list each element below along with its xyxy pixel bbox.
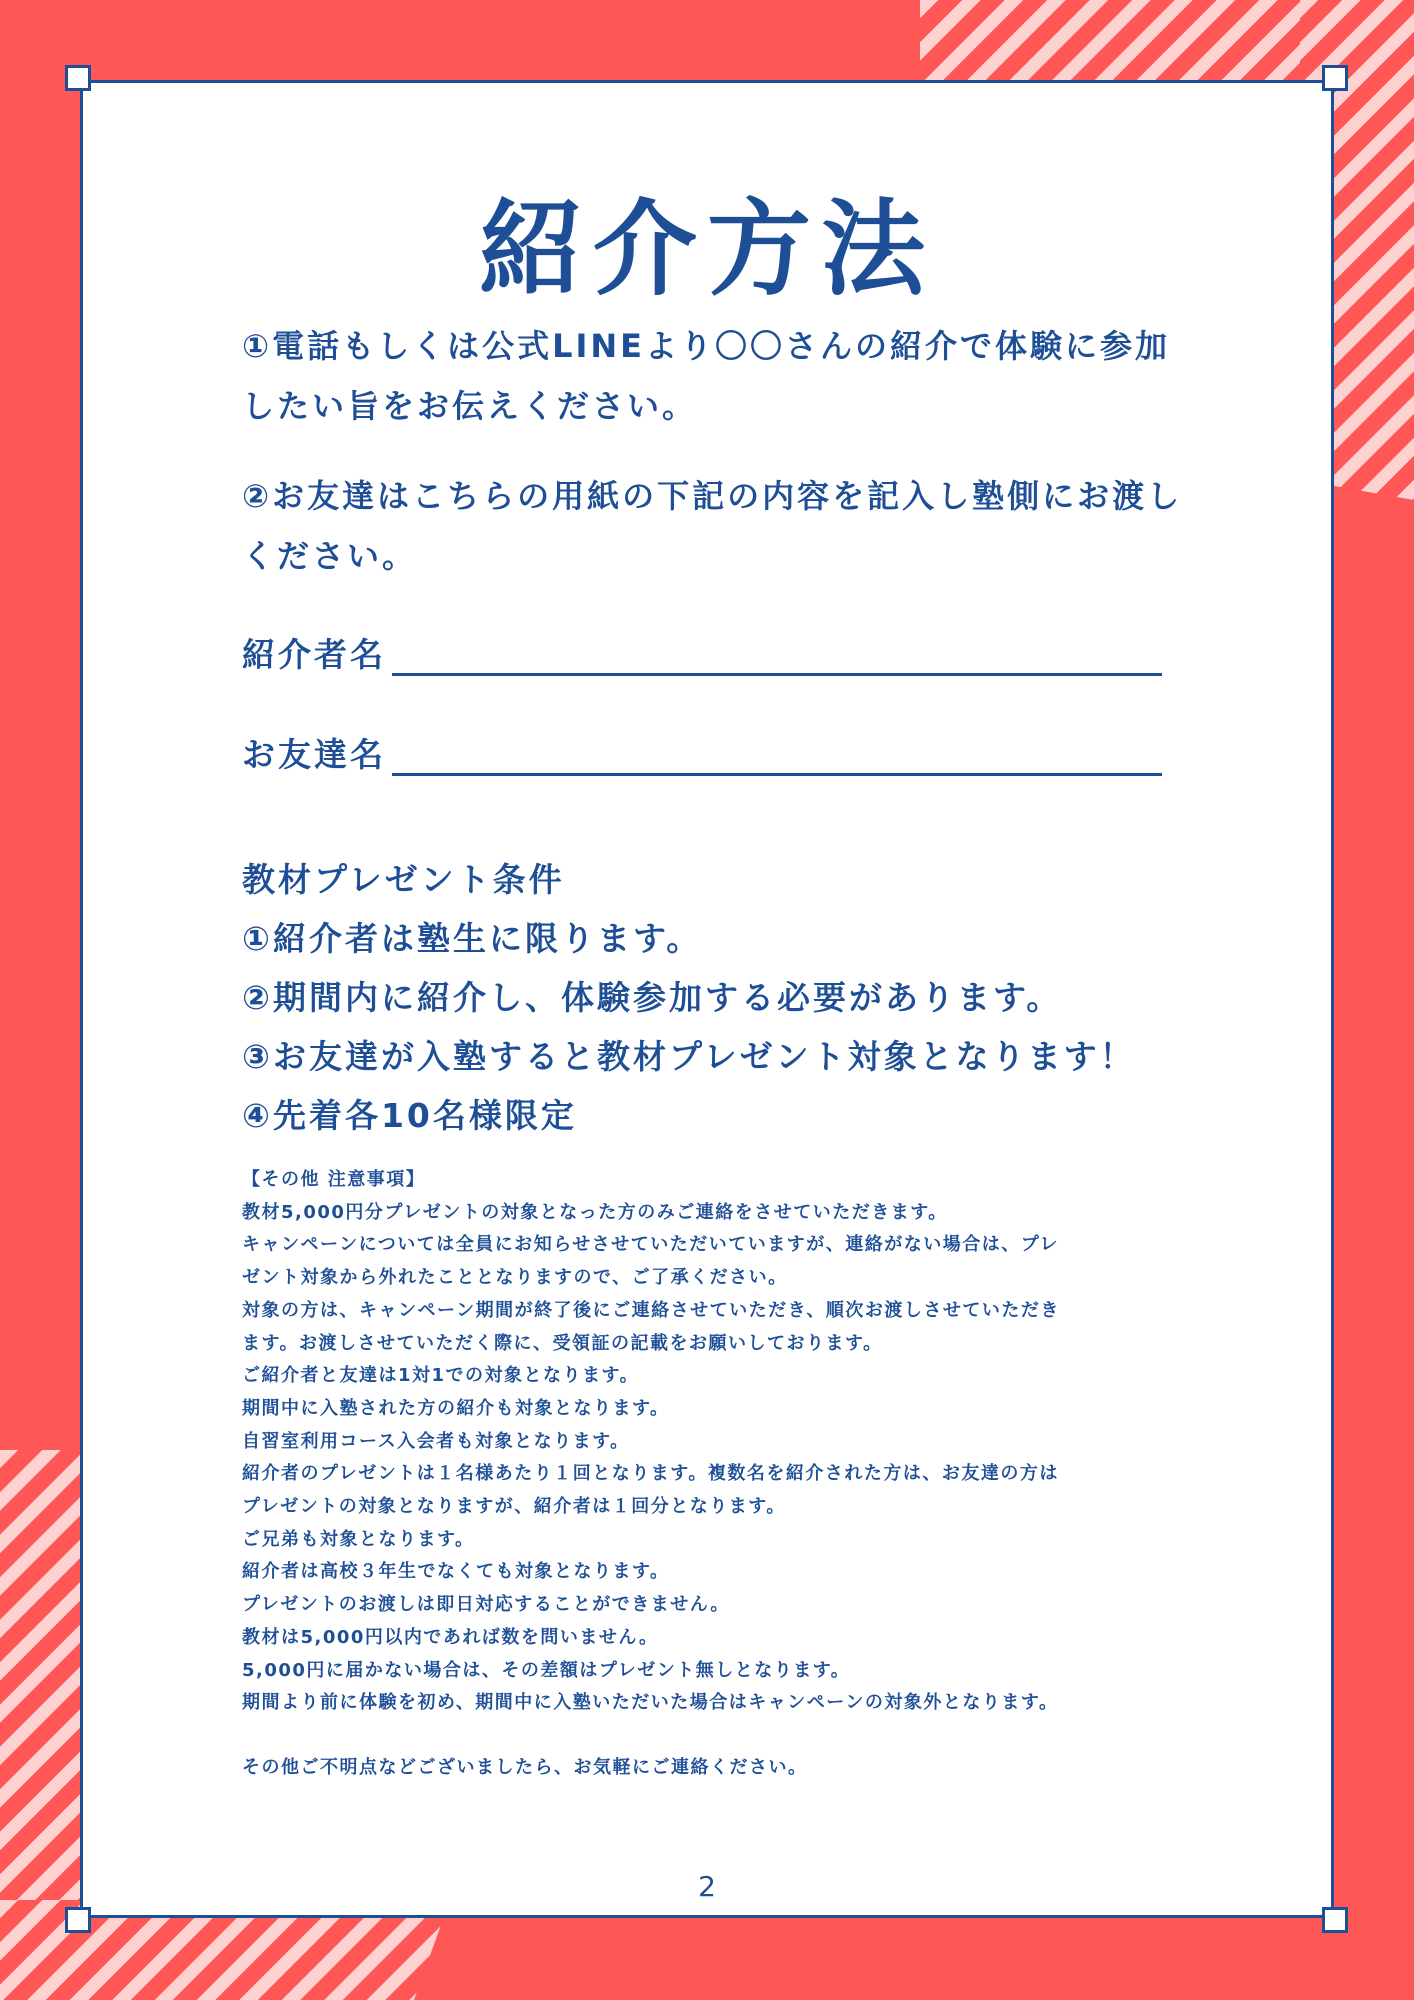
note-line: キャンペーンについては全員にお知らせさせていただいていますが、連絡がない場合は、プレ [242, 1234, 1060, 1256]
note-line: 期間中に入塾された方の紹介も対象となります。 [242, 1397, 670, 1419]
note-line: ご紹介者と友達は1対1での対象となります。 [242, 1365, 640, 1387]
step-2-text: ②お友達はこちらの用紙の下記の内容を記入し塾側にお渡しください。 [242, 477, 1183, 575]
notes-section [242, 1164, 1202, 1785]
note-line: 自習室利用コース入会者も対象となります。 [242, 1430, 630, 1452]
notes-heading: 【その他 注意事項】 [242, 1169, 426, 1190]
note-line: ご兄弟も対象となります。 [242, 1528, 475, 1550]
note-line: 教材は5,000円以内であれば数を問いません。 [242, 1626, 659, 1648]
introducer-name-underline [392, 633, 1162, 676]
frame-handle-bottom-left [65, 1907, 91, 1933]
friend-name-underline [392, 733, 1162, 776]
page-title: 紹介方法 [478, 188, 935, 310]
condition-item: ①紹介者は塾生に限ります。 [242, 919, 703, 958]
notes-closing: その他ご不明点などございましたら、お気軽にご連絡ください。 [242, 1756, 808, 1778]
friend-name-label: お友達名 [242, 735, 386, 774]
notes-spacer [242, 1720, 1202, 1752]
page-number: 2 [698, 1870, 716, 1903]
note-line: プレゼントの対象となりますが、紹介者は１回分となります。 [242, 1496, 786, 1518]
present-conditions [242, 850, 1222, 1145]
condition-item: ④先着各10名様限定 [242, 1096, 577, 1135]
condition-item: ②期間内に紹介し、体験参加する必要があります。 [242, 978, 1063, 1017]
note-line: プレゼントのお渡しは即日対応することができません。 [242, 1594, 730, 1616]
note-line: ます。お渡しさせていただく際に、受領証の記載をお願いしております。 [242, 1332, 883, 1354]
condition-item: ③お友達が入塾すると教材プレゼント対象となります！ [242, 1037, 1136, 1076]
frame-handle-top-left [65, 65, 91, 91]
note-line: ゼント対象から外れたこととなりますので、ご了承ください。 [242, 1267, 788, 1289]
note-line: 期間より前に体験を初め、期間中に入塾いただいた場合はキャンペーンの対象外となります。 [242, 1692, 1059, 1714]
note-line: 教材5,000円分プレゼントの対象となった方のみご連絡をさせていただきます。 [242, 1201, 948, 1223]
note-line: 紹介者は高校３年生でなくても対象となります。 [242, 1561, 670, 1583]
note-line: 対象の方は、キャンペーン期間が終了後にご連絡させていただき、順次お渡しさせていただき [242, 1299, 1060, 1321]
friend-name-field [242, 716, 1162, 776]
step-1-text: ①電話もしくは公式LINEより〇〇さんの紹介で体験に参加したい旨をお伝えください。 [242, 327, 1171, 425]
frame-handle-bottom-right [1322, 1907, 1348, 1933]
introducer-name-label: 紹介者名 [242, 635, 386, 674]
conditions-heading: 教材プレゼント条件 [242, 860, 565, 899]
note-line: 5,000円に届かない場合は、その差額はプレゼント無しとなります。 [242, 1659, 851, 1681]
introducer-name-field [242, 616, 1162, 676]
note-line: 紹介者のプレゼントは１名様あたり１回となります。複数名を紹介された方は、お友達の方は [242, 1463, 1059, 1485]
frame-handle-top-right [1322, 65, 1348, 91]
